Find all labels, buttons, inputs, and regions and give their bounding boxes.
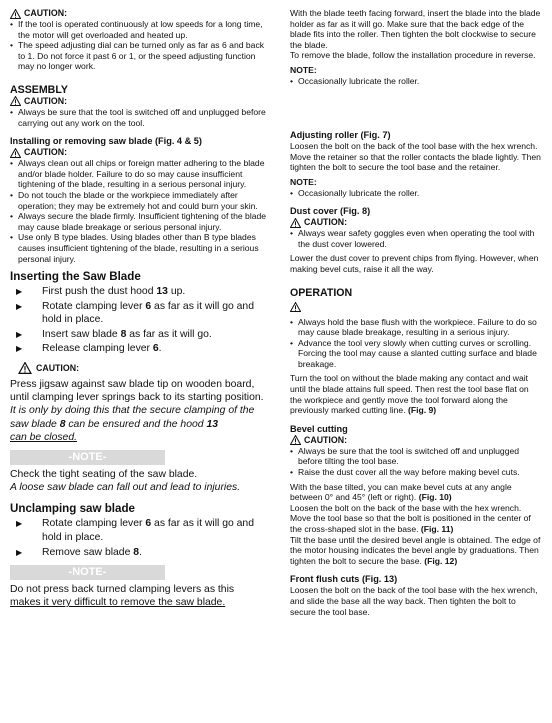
step-text: First push the dust hood	[42, 286, 157, 298]
caution-heading	[290, 435, 542, 446]
section-heading: Unclamping saw blade	[10, 502, 135, 516]
step-text: as far as it will go and hold in place.	[42, 300, 254, 326]
list-item: • Always be sure that the tool is switched off and unplugged before tilting the tool base.	[290, 446, 542, 467]
paragraph-text: Loosen the bolt on the back of the base with the hex wrench. Move the tool base so that the bolt is positioned in the center of the cross-shaped slot in the base.	[290, 502, 531, 534]
step-text: .	[158, 343, 162, 355]
caution-label: CAUTION:	[24, 147, 68, 158]
warning-triangle-icon	[10, 9, 21, 19]
step-item	[10, 342, 272, 356]
step-text: Insert saw blade	[42, 328, 121, 340]
paragraph-text: Tilt the base until the desired bevel angle is obtained. The edge of the motor housing indicates the bevel angle by graduations. Then tighten the bolt to secure the base.	[290, 534, 541, 566]
list-item: • Always hold the base flush with the workpiece. Failure to do so may cause blade breakage, resulting in a serious injury.	[290, 317, 542, 338]
step-item	[10, 300, 272, 327]
paragraph: To remove the blade, follow the installation procedure in reverse.	[290, 50, 536, 61]
caution-heading	[290, 217, 542, 228]
note-label: NOTE:	[290, 176, 317, 187]
part-number: 8	[133, 546, 140, 558]
caution-list	[290, 228, 542, 249]
part-number: 8	[120, 328, 127, 340]
caution-italic-text	[10, 404, 272, 444]
list-item: • Always secure the blade firmly. Insufficient tightening of the blade may cause blade breakage or serious personal injury.	[10, 211, 272, 232]
part-number: 6	[152, 343, 159, 355]
paragraph: Loosen the bolt on the back of the tool base with the hex wrench, and slide the base all the way back. Then tighten the bolt to secure the tool base.	[290, 585, 538, 617]
caution-heading	[18, 362, 272, 374]
subsection-heading: Front flush cuts (Fig. 13)	[290, 574, 398, 585]
part-number: 6	[145, 518, 152, 530]
section-heading: OPERATION	[290, 286, 353, 299]
step-text: up.	[167, 286, 186, 298]
caution-label: CAUTION:	[24, 95, 68, 106]
list-item: • The speed adjusting dial can be turned only as far as 6 and back to 1. Do not force it past 6 or 1, or the speed adjusting function may no longer work.	[10, 40, 272, 72]
list-item: • Use only B type blades. Using blades other than B type blades causes insufficient tightening of the blade, resulting in a serious personal injury.	[10, 232, 272, 264]
list-item: • Always be sure that the tool is switched off and unplugged before carrying out any work on the tool.	[10, 107, 272, 128]
list-item: • Always clean out all chips or foreign matter adhering to the blade and/or blade holder. Failure to do so may cause insufficient tightening of the blade, resulting in a serious personal injury.	[10, 158, 272, 190]
section-heading: Inserting the Saw Blade	[10, 270, 141, 284]
step-text: as far as it will go and hold in place.	[42, 518, 254, 544]
operation-list	[290, 317, 542, 370]
note-label: NOTE:	[290, 64, 317, 75]
arrow-right-icon: ▶	[16, 287, 23, 297]
note-banner: -NOTE-	[10, 450, 165, 465]
subsection-heading: Dust cover (Fig. 8)	[290, 206, 371, 217]
note-banner: -NOTE-	[10, 565, 165, 580]
arrow-right-icon: ▶	[16, 344, 23, 354]
italic-text: can be ensured and the hood	[65, 418, 207, 430]
step-item	[10, 328, 272, 342]
figure-ref: (Fig. 10)	[418, 492, 452, 503]
figure-ref: (Fig. 9)	[407, 405, 437, 416]
caution-label: CAUTION:	[36, 362, 80, 373]
note-list	[290, 76, 542, 87]
list-item: • Occasionally lubricate the roller.	[290, 188, 542, 199]
list-item: • Advance the tool very slowly when cutting curves or scrolling. Forcing the tool may cause a slanted cutting surface and blade breakage.	[290, 338, 542, 370]
step-text: Rotate clamping lever	[42, 518, 146, 530]
step-text: Rotate clamping lever	[42, 300, 146, 312]
subsection-heading: Bevel cutting	[290, 423, 348, 434]
arrow-right-icon: ▶	[16, 519, 23, 529]
paragraph	[290, 373, 542, 415]
figure-ref: (Fig. 11)	[420, 524, 454, 534]
caution-label: CAUTION:	[304, 434, 348, 445]
figure-ref: (Fig. 12)	[424, 555, 458, 566]
list-item: • Occasionally lubricate the roller.	[290, 76, 542, 87]
caution-list	[10, 107, 272, 128]
step-text: Remove saw blade	[42, 546, 134, 558]
caution-heading	[10, 147, 272, 158]
paragraph-text: Turn the tool on without the blade making any contact and wait until the blade attains full speed. Then rest the tool base flat on the workpiece and gently move the tool forward along the previously marked cutting line.	[290, 373, 529, 416]
caution-heading	[10, 96, 272, 107]
warning-triangle-icon	[10, 148, 21, 158]
arrow-right-icon: ▶	[16, 301, 23, 311]
paragraph	[290, 482, 542, 567]
caution-label: CAUTION:	[304, 217, 348, 228]
caution-list	[290, 446, 542, 478]
right-column	[290, 8, 542, 617]
list-item: • If the tool is operated continuously at low speeds for a long time, the motor will get overloaded and heated up.	[10, 19, 272, 40]
subsection-heading: Installing or removing saw blade (Fig. 4 & 5)	[10, 136, 202, 147]
arrow-right-icon: ▶	[16, 329, 23, 339]
part-number: 6	[145, 300, 152, 312]
step-text: as far as it will go.	[126, 328, 212, 340]
warning-triangle-icon	[10, 96, 21, 106]
note-italic-text: A loose saw blade can fall out and lead to injuries.	[10, 482, 241, 494]
paragraph: Lower the dust cover to prevent chips from flying. However, when making bevel cuts, raise it all the way.	[290, 253, 539, 274]
caution-text: Press jigsaw against saw blade tip on wooden board, until clamping lever springs back to its starting position.	[10, 379, 264, 404]
subsection-heading: Adjusting roller (Fig. 7)	[290, 130, 391, 141]
paragraph: With the blade teeth facing forward, insert the blade into the blade holder as far as it will go. Make sure that the back edge of the blade fits into the roller. Then tighten the bolt clockwise to secure the blade.	[290, 8, 541, 50]
part-number: 8	[59, 418, 66, 430]
step-text: Release clamping lever	[42, 343, 153, 355]
paragraph: Loosen the bolt on the back of the tool base with the hex wrench. Move the retainer so that the roller contacts the blade lightly. Then tighten the bolt to secure the tool base and the retainer.	[290, 141, 541, 173]
italic-text: can be closed.	[10, 431, 78, 443]
warning-triangle-icon	[290, 218, 301, 228]
arrow-right-icon: ▶	[16, 547, 23, 557]
step-item	[10, 517, 272, 544]
note-list	[290, 188, 542, 199]
warning-triangle-icon	[290, 435, 301, 445]
warning-triangle-icon	[18, 362, 32, 374]
list-item: • Do not touch the blade or the workpiece immediately after operation; they may be extremely hot and could burn your skin.	[10, 190, 272, 211]
note-text: Check the tight seating of the saw blade.	[10, 469, 198, 481]
list-item: • Always wear safety goggles even when operating the tool with the dust cover lowered.	[290, 228, 542, 249]
caution-label: CAUTION:	[24, 8, 68, 18]
step-item	[10, 285, 272, 299]
note-text: Do not press back turned clamping levers as this	[10, 584, 235, 596]
step-text: .	[139, 546, 142, 558]
part-number: 13	[156, 286, 168, 298]
caution-list	[10, 158, 272, 264]
caution-list	[10, 19, 272, 72]
italic-text: It is only by doing this that the secure clamping of the saw blade	[10, 405, 255, 430]
paragraph-text: With the base tilted, you can make bevel cuts at any angle between 0° and 45° (left or right).	[290, 481, 512, 503]
warning-triangle-icon	[290, 302, 301, 312]
note-text: makes it very difficult to remove the saw blade.	[10, 597, 226, 609]
step-item	[10, 546, 272, 560]
left-column	[10, 8, 272, 610]
caution-heading	[10, 8, 272, 19]
part-number: 13	[206, 418, 218, 430]
list-item: • Raise the dust cover all the way before making bevel cuts.	[290, 467, 542, 478]
section-heading: ASSEMBLY	[10, 83, 68, 96]
